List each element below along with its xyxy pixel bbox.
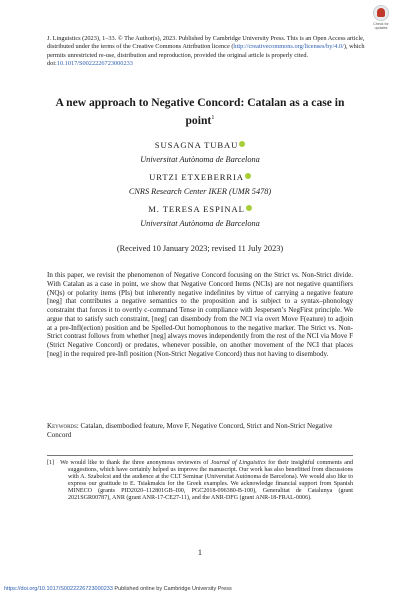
doi-link[interactable]: 10.1017/S0022226723000233 bbox=[56, 59, 133, 67]
author-name bbox=[40, 172, 360, 182]
orcid-icon[interactable] bbox=[245, 173, 251, 179]
keywords bbox=[47, 422, 353, 440]
header-citation: J. Linguistics (2023), 1–33. © The Author(s), 2023. Published by Cambridge University Press. This is an Open Access article, distributed under the terms of the Creative Commons Attribution licence ( bbox=[47, 35, 365, 51]
title-footnote-mark[interactable]: 1 bbox=[211, 113, 215, 121]
article-title bbox=[40, 96, 360, 128]
crossmark-icon bbox=[373, 5, 389, 21]
keywords-label: Keywords: bbox=[47, 422, 79, 430]
title-text: A new approach to Negative Concord: Catalan as a case in point bbox=[55, 96, 345, 127]
page-number: 1 bbox=[197, 548, 203, 557]
author-1-affiliation: Universitat Autònoma de Barcelona bbox=[140, 155, 260, 164]
author-name bbox=[40, 140, 360, 150]
header-license-text: ), which permits unrestricted re-use, distribution and reproduction, provided the original article is properly cited. bbox=[47, 43, 365, 59]
orcid-icon[interactable] bbox=[239, 141, 245, 147]
publisher-footer bbox=[4, 586, 396, 593]
footnote-divider bbox=[47, 455, 353, 456]
footer-published-text: Published online by Cambridge University Press bbox=[112, 586, 232, 592]
license-link[interactable]: http://creativecommons.org/licenses/by/4.0/ bbox=[233, 43, 344, 51]
check-for-updates-badge[interactable] bbox=[368, 5, 394, 31]
author-name bbox=[40, 204, 360, 214]
journal-header bbox=[47, 35, 367, 68]
author-3-affiliation: Universitat Autònoma de Barcelona bbox=[140, 219, 260, 228]
author-2-name: URTZI ETXEBERRIA bbox=[149, 172, 244, 182]
footnote bbox=[47, 460, 353, 503]
abstract: In this paper, we revisit the phenomenon of Negative Concord focusing on the Strict vs. Non-Strict divide. With Catalan as a case in point, we show that Negative Concord Items (NCIs) are not negative quantifiers (NQs) or polarity items (PIs) but inherently negative indefinites by virtue of carrying a negative feature [neg] that contributes a negative semantics to the proposition and is subject to a syntax–phonology constraint that forces it to overtly c-command Tense in compliance with Jespersen’s NegFirst principle. We argue that to satisfy such constraint, [neg] can disembody from the NCI via overt Move F(eature) to adjoin at a pre-Infl(ection) position and be Spelled-Out homophonous to the negative marker. The Strict vs. Non-Strict contrast follows from whether [neg] always moves independently from the rest of the NCI via Move F (Strict Negative Concord) or predates, whenever possible, on another movement of the NCI that places [neg] in the required pre-Infl position (Non-Strict Negative Concord) thus not having to disembody. bbox=[47, 271, 353, 358]
author-1-name: SUSAGNA TUBAU bbox=[154, 140, 239, 150]
author-3-name: M. TERESA ESPINAL bbox=[148, 204, 245, 214]
footnote-text-rest: for their insightful comments and suggestions, which have certainly helped us improve the manuscript. Our work has also benefitted from discussions with A. Szabolcsi and the audience at the CLT Seminar (Universitat Autònoma de Barcelona). We would also like to express our gratitude to E. Tsiakmakis for the Greek examples. We acknowledge financial support from Spanish MINECO (grants PID2020–112801GB–I00, PGC2018-096380-B-100), Generalitat de Catalunya (grant 2021SGR00787), ANR (grant ANR-17-CE27-11), and the ANR-DFG (grant ANR-18-FRAL-0006). bbox=[68, 460, 353, 502]
author-2-affiliation: CNRS Research Center IKER (UMR 5478) bbox=[128, 187, 272, 196]
footnote-number: [1] bbox=[47, 460, 55, 466]
check-for-updates-label: Check for updates bbox=[373, 22, 389, 30]
footnote-text-start: We would like to thank the three anonymous reviewers of bbox=[60, 460, 211, 466]
received-dates: (Received 10 January 2023; revised 11 July 2023) bbox=[116, 244, 284, 253]
footnote-journal: Journal of Linguistics bbox=[210, 460, 266, 466]
doi-prefix: doi: bbox=[47, 59, 57, 67]
footer-doi-link[interactable]: https://doi.org/10.1017/S0022226723000233 bbox=[4, 586, 113, 592]
orcid-icon[interactable] bbox=[246, 205, 252, 211]
keywords-text: Catalan, disembodied feature, Move F, Negative Concord, Strict and Non-Strict Negative Concord bbox=[47, 422, 333, 439]
